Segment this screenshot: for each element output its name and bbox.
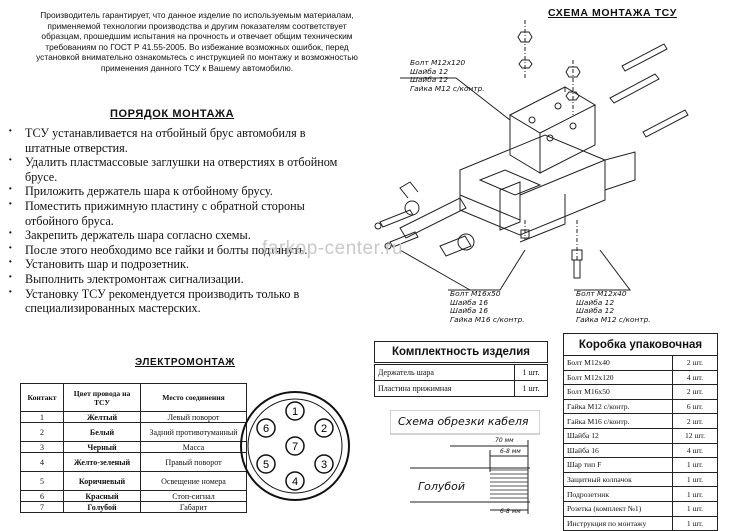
callout-left-line: Шайба 16	[450, 306, 489, 315]
box-qty: 2 шт.	[673, 385, 718, 400]
wiring-contact: 7	[21, 502, 64, 513]
callout-right	[576, 290, 651, 324]
box-qty: 1 шт.	[673, 458, 718, 473]
socket-pin-number: 7	[291, 441, 299, 453]
procedure-step: · Приложить держатель шара к отбойному брусу.	[6, 184, 352, 199]
box-item: Шайба 12	[564, 428, 673, 443]
box-qty: 1 шт.	[673, 472, 718, 487]
callout-top-line: Шайба 12	[410, 66, 449, 76]
wiring-contact: 6	[21, 491, 64, 502]
wiring-row	[21, 423, 247, 442]
wiring-color: Коричневый	[64, 472, 141, 491]
box-row	[564, 414, 718, 429]
box-row	[564, 487, 718, 502]
wiring-row	[21, 412, 247, 423]
box-qty: 2 шт.	[673, 414, 718, 429]
procedure-step: · Установить шар и подрозетник.	[6, 257, 352, 272]
wiring-row	[21, 491, 247, 502]
procedure-step: · Установку ТСУ рекомендуется производить только в специализированных мастерских.	[6, 287, 352, 316]
box-row	[564, 458, 718, 473]
box-row	[564, 385, 718, 400]
procedure-step: · После этого необходимо все гайки и болты подтянуть.	[6, 243, 352, 258]
socket-diagram	[238, 390, 352, 502]
callout-left	[450, 290, 525, 324]
kit-qty: 1 шт.	[515, 365, 548, 381]
callout-top	[410, 59, 485, 93]
wiring-color: Белый	[64, 423, 141, 442]
cable-label: Голубой	[418, 480, 466, 493]
wiring-color: Черный	[64, 442, 141, 453]
socket-pin-number: 4	[291, 476, 299, 488]
wiring-contact: 3	[21, 442, 64, 453]
wiring-color: Желтый	[64, 412, 141, 423]
wiring-place: Габарит	[141, 502, 247, 513]
procedure-step: · Закрепить держатель шара согласно схемы.	[6, 228, 352, 243]
wiring-contact: 1	[21, 412, 64, 423]
cable-title: Схема обрезки кабеля	[398, 415, 529, 428]
box-qty: 12 шт.	[673, 428, 718, 443]
procedure-title: ПОРЯДОК МОНТАЖА	[110, 108, 235, 120]
box-row	[564, 399, 718, 414]
box-item: Шар тип F	[564, 458, 673, 473]
wiring-place: Левый поворот	[141, 412, 247, 423]
procedure-step: · Поместить прижимную пластину с обратной стороны отбойного бруса.	[6, 199, 352, 228]
box-qty: 2 шт.	[673, 356, 718, 371]
box-item: Защитный колпачок	[564, 472, 673, 487]
box-row	[564, 370, 718, 385]
box-qty: 6 шт.	[673, 399, 718, 414]
box-title: Коробка упаковочная	[564, 334, 718, 356]
cable-dim-total: 70 мм	[495, 437, 514, 444]
warranty-text: Производитель гарантирует, что данное изделие по используемым материалам, применяемой технологии производства и другим показателям соответствует образцам, прошедшим испытания на прочность и отвечает общим техническим требованиям по ГОСТ Р 41.55-2005. Во избежание возможных ошибок, перед установкой внимательно ознакомьтесь с инструкцией по монтажу и возможностью применения данного ТСУ к Вашему автомобилю.	[36, 10, 358, 73]
socket-pin-number: 3	[320, 459, 328, 471]
watermark: farkop-center.ru	[262, 238, 404, 259]
wiring-header-place: Место соединения	[141, 384, 247, 412]
box-item: Инструкция по монтажу	[564, 516, 673, 531]
box-qty: 4 шт.	[673, 370, 718, 385]
wiring-color: Желто-зеленый	[64, 453, 141, 472]
wiring-table	[20, 383, 247, 513]
wiring-contact: 4	[21, 453, 64, 472]
kit-item: Держатель шара	[375, 365, 515, 381]
kit-title: Комплектность изделия	[374, 341, 548, 363]
box-qty: 4 шт.	[673, 443, 718, 458]
wiring-header-contact: Контакт	[21, 384, 64, 412]
box-row	[564, 443, 718, 458]
callout-top-line: Болт М12х120	[410, 58, 466, 67]
procedure-step: · Удалить пластмассовые заглушки на отверстиях в отбойном брусе.	[6, 155, 352, 184]
wiring-row	[21, 502, 247, 513]
callout-left-line: Гайка М16 с/контр.	[450, 314, 525, 324]
kit-qty: 1 шт.	[515, 381, 548, 397]
wiring-place: Освещение номера	[141, 472, 247, 491]
procedure-step: · Выполнить электромонтаж сигнализации.	[6, 272, 352, 287]
callout-top-line: Гайка М12 с/контр.	[410, 83, 485, 93]
box-table	[563, 333, 718, 531]
callout-right-line: Гайка М12 с/контр.	[576, 314, 651, 324]
wiring-place: Стоп-сигнал	[141, 491, 247, 502]
box-row	[564, 472, 718, 487]
socket-pin-number: 5	[262, 459, 270, 471]
cable-scheme	[390, 410, 540, 520]
box-row	[564, 428, 718, 443]
scheme-title: СХЕМА МОНТАЖА ТСУ	[548, 7, 677, 19]
box-item: Гайка М16 с/контр.	[564, 414, 673, 429]
kit-item: Пластина прижимная	[375, 381, 515, 397]
kit-table	[374, 364, 548, 397]
box-item: Розетка (комплект №1)	[564, 501, 673, 516]
wiring-color: Красный	[64, 491, 141, 502]
callout-right-line: Шайба 12	[576, 306, 615, 315]
box-item: Подрозетник	[564, 487, 673, 502]
box-item: Шайба 16	[564, 443, 673, 458]
callout-right-line: Болт М12х40	[576, 289, 627, 298]
callout-right-line: Шайба 12	[576, 297, 615, 307]
wiring-place: Задний противотуманный	[141, 423, 247, 442]
box-item: Болт М12х120	[564, 370, 673, 385]
box-item: Болт М12х40	[564, 356, 673, 371]
box-row	[564, 501, 718, 516]
box-row	[564, 356, 718, 371]
cable-dim-bottom: 6-8 мм	[500, 508, 521, 515]
box-qty: 1 шт.	[673, 487, 718, 502]
box-item: Гайка М12 с/контр.	[564, 399, 673, 414]
callout-left-line: Шайба 16	[450, 297, 489, 307]
socket-pin-number: 1	[291, 406, 299, 418]
wiring-place: Масса	[141, 442, 247, 453]
wiring-color: Голубой	[64, 502, 141, 513]
box-qty: 1 шт.	[673, 516, 718, 531]
socket-pin-number: 6	[262, 423, 270, 435]
socket-pin-number: 2	[320, 423, 328, 435]
cable-dim-strip: 6-8 мм	[500, 448, 521, 455]
wiring-row	[21, 453, 247, 472]
wiring-place: Правый поворот	[141, 453, 247, 472]
wiring-contact: 2	[21, 423, 64, 442]
wiring-row	[21, 442, 247, 453]
wiring-header-color: Цвет провода на ТСУ	[64, 384, 141, 412]
procedure-step: · ТСУ устанавливается на отбойный брус автомобиля в штатные отверстия.	[6, 126, 352, 155]
box-item: Болт М16х50	[564, 385, 673, 400]
kit-row	[375, 365, 548, 381]
wiring-contact: 5	[21, 472, 64, 491]
callout-left-line: Болт М16х50	[450, 289, 501, 298]
electric-title: ЭЛЕКТРОМОНТАЖ	[135, 357, 236, 368]
callout-top-line: Шайба 12	[410, 75, 449, 84]
box-qty: 1 шт.	[673, 501, 718, 516]
wiring-row	[21, 472, 247, 491]
box-row	[564, 516, 718, 531]
kit-row	[375, 381, 548, 397]
procedure-steps	[6, 126, 352, 316]
